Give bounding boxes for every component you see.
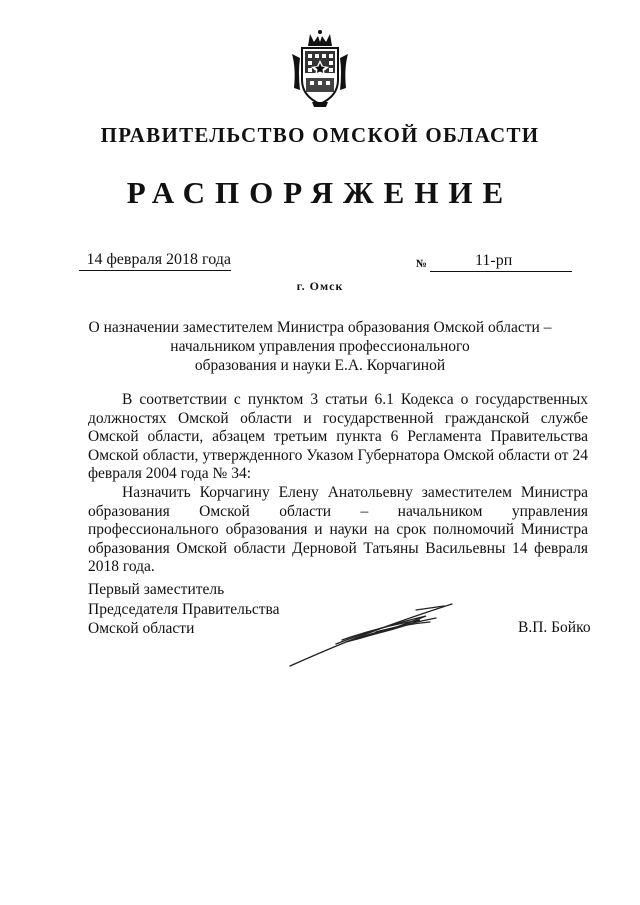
handwritten-signature-icon (286, 598, 456, 668)
signatory-name: В.П. Бойко (518, 619, 591, 636)
city: г. Омск (296, 279, 344, 293)
signatory-title (88, 580, 280, 639)
signatory-title-line: Первый заместитель (88, 581, 225, 598)
government-title: ПРАВИТЕЛЬСТВО ОМСКОЙ ОБЛАСТИ (100, 123, 540, 147)
signatory-title-line: Председателя Правительства (88, 600, 280, 618)
subject-line: начальником управления профессионального (170, 338, 470, 355)
document-date: 14 февраля 2018 года (79, 251, 231, 271)
body-paragraph: Назначить Корчагину Елену Анатольевну заместителем Министра образования Омской области – начальником управления профессионального образования и науки на срок полномочий Министра образования Омской области Дерновой Татьяны Васильевны 14 февраля 2018 года. (88, 484, 588, 576)
document-subject (60, 318, 580, 375)
subject-line: О назначении заместителем Министра образования Омской области – (88, 319, 552, 336)
document-type-title: РАСПОРЯЖЕНИЕ (126, 175, 514, 210)
coat-of-arms-icon (288, 28, 352, 108)
subject-line: образования и науки Е.А. Корчагиной (194, 357, 446, 374)
signatory-title-line: Омской области (88, 620, 195, 637)
document-number: 11-рп (475, 252, 513, 269)
body-paragraph: В соответствии с пунктом 3 статьи 6.1 Кодекса о государственных должностях Омской области и государственной гражданской службе Омской области, абзацем третьим пункта 6 Регламента Правительства Омской области, утвержденного Указом Губернатора Омской области от 24 февраля 2004 года № 34: (88, 391, 588, 483)
number-sign: № (416, 258, 428, 270)
